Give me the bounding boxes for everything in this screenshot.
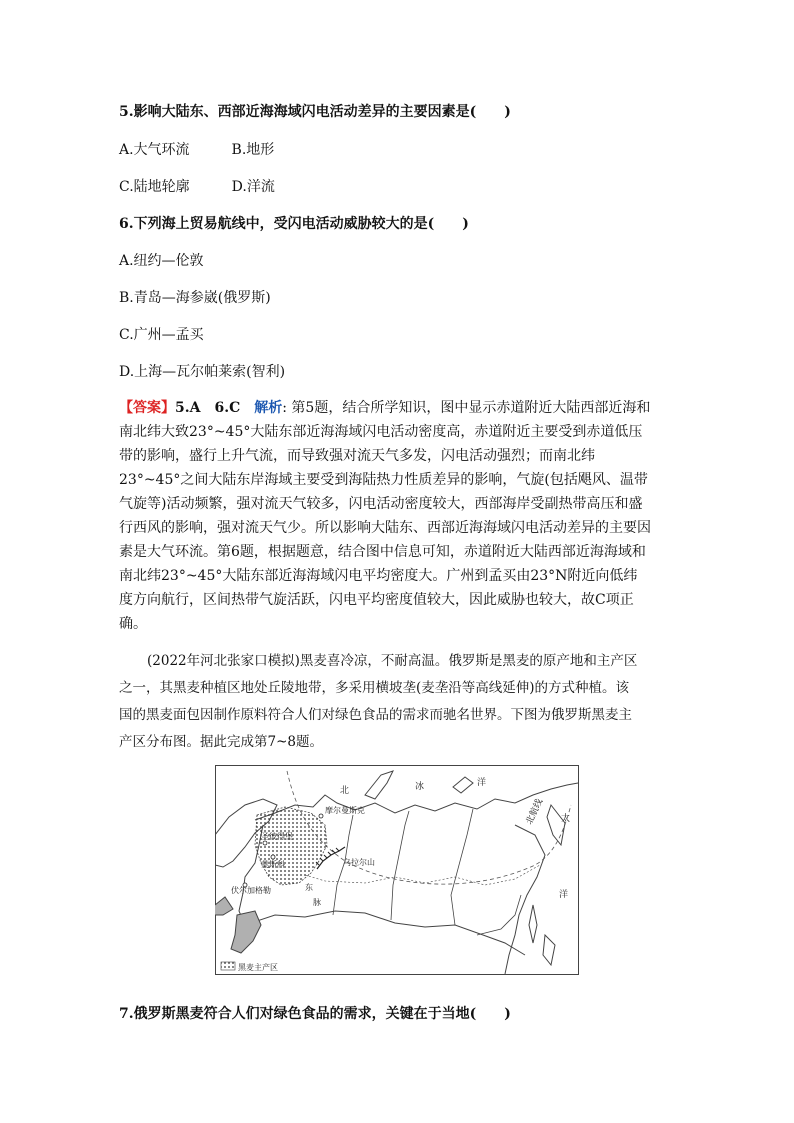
- label-dong: 东: [305, 883, 313, 892]
- label-route: 北航线: [524, 797, 546, 827]
- label-mai: 脉: [313, 898, 321, 907]
- answer-line-1: 南北纬大致23°~45°大陆东部近海海域闪电活动密度高，赤道附近主要受到赤道低压: [119, 424, 643, 440]
- answer-line-3: 23°~45°之间大陆东岸海域主要受到海陆热力性质差异的影响，气旋(包括飓风、温带: [119, 472, 648, 488]
- label-volgograd: 伏尔加格勒: [231, 886, 271, 895]
- answer-block: [119, 396, 679, 636]
- legend-swatch: [221, 962, 235, 970]
- q6-option-c: C.广州—孟买: [119, 327, 204, 343]
- q6-stem: 6.下列海上贸易航线中，受闪电活动威胁较大的是( ): [119, 216, 469, 232]
- label-tai: 太: [561, 814, 571, 824]
- legend-label: 黑麦主产区: [238, 963, 278, 972]
- intro-line-1: 之一，其黑麦种植区地处丘陵地带，多采用横坡垄(麦垄沿等高线延伸)的方式种植。该: [119, 680, 630, 696]
- city-murmansk-dot: [319, 814, 323, 818]
- answer-line-7: 南北纬23°~45°大陆东部近海海域闪电平均密度大。广州到孟买由23°N附近向低纬: [119, 568, 638, 584]
- label-stpetersburg: 圣彼得堡: [261, 832, 293, 841]
- answer-line-4: 气旋等)活动频繁，强对流天气较多，闪电活动密度较大，西部海岸受副热带高压和盛: [119, 496, 643, 512]
- label-north: 北: [340, 786, 350, 796]
- label-ocean-1: 洋: [477, 778, 487, 788]
- answer-tag: 【答案】: [119, 400, 175, 416]
- answer-value: 5.A 6.C: [175, 400, 255, 416]
- q5-stem: 5.影响大陆东、西部近海海域闪电活动差异的主要因素是( ): [119, 104, 511, 120]
- q5-options-cd: C.陆地轮廓 D.洋流: [119, 179, 275, 195]
- q7-stem: 7.俄罗斯黑麦符合人们对绿色食品的需求，关键在于当地( ): [119, 1006, 511, 1022]
- intro-line-2: 国的黑麦面包因制作原料符合人们对绿色食品的需求而驰名世界。下图为俄罗斯黑麦主: [119, 707, 632, 723]
- q6-option-b: B.青岛—海参崴(俄罗斯): [119, 290, 271, 306]
- answer-line-0: : 第5题，结合所学知识，图中显示赤道附近大陆西部近海和: [282, 400, 651, 416]
- intro-line-0: (2022年河北张家口模拟)黑麦喜冷凉，不耐高温。俄罗斯是黑麦的原产地和主产区: [147, 653, 638, 669]
- answer-line-5: 行西风的影响，强对流天气少。所以影响大陆东、西部近海海域闪电活动差异的主要因: [119, 520, 651, 536]
- q5-options-ab: A.大气环流 B.地形: [119, 142, 275, 158]
- intro-passage: [119, 648, 681, 756]
- q6-option-a: A.纽约—伦敦: [119, 253, 204, 269]
- answer-first-line: [119, 396, 679, 420]
- answer-line-2: 带的影响，盛行上升气流，而导致强对流天气多发，闪电活动强烈；而南北纬: [119, 448, 595, 464]
- label-ocean-2: 洋: [559, 890, 569, 900]
- label-ural: 乌拉尔山: [343, 858, 375, 867]
- russia-rye-map: [215, 765, 579, 975]
- explain-tag: 解析: [254, 400, 283, 416]
- intro-line-3: 产区分布图。据此完成第7~8题。: [119, 734, 323, 750]
- city-moscow-dot: [271, 855, 275, 859]
- label-murmansk: 摩尔曼斯克: [325, 806, 365, 815]
- q6-option-d: D.上海—瓦尔帕莱索(智利): [119, 364, 286, 380]
- answer-line-9: 确。: [119, 616, 147, 632]
- answer-line-8: 度方向航行，区间热带气旋活跃，闪电平均密度值较大，因此威胁也较大，故C项正: [119, 592, 634, 608]
- label-moscow: 莫斯科: [261, 860, 285, 869]
- city-stpetersburg-dot: [263, 841, 267, 845]
- answer-line-6: 素是大气环流。第6题，根据题意，结合图中信息可知，赤道附近大陆西部近海海域和: [119, 544, 646, 560]
- label-ice: 冰: [415, 782, 425, 792]
